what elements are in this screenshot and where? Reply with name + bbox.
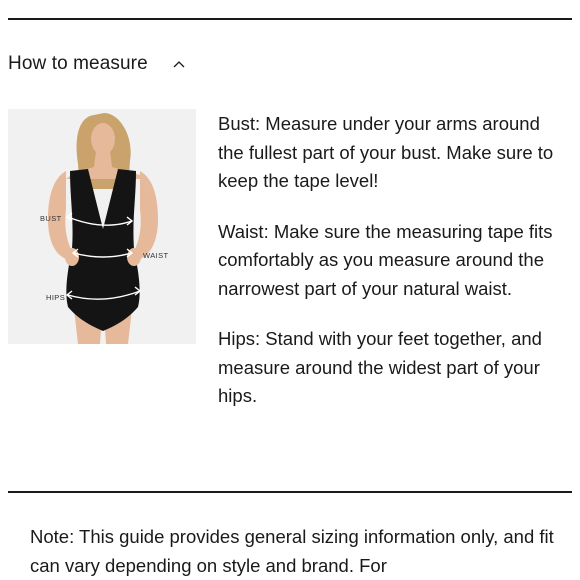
how-to-measure-toggle[interactable] bbox=[8, 46, 186, 82]
note-label: Note: bbox=[30, 526, 75, 547]
note-text: This guide provides general sizing information only, and fit can vary depending on style and brand. For bbox=[30, 526, 554, 576]
measurement-descriptions bbox=[218, 110, 568, 433]
hips-description bbox=[218, 325, 568, 411]
bust-text: Measure under your arms around the fullest part of your bust. Make sure to keep the tape level! bbox=[218, 113, 554, 191]
top-divider bbox=[8, 18, 572, 20]
waist-description bbox=[218, 218, 568, 304]
hips-tag: HIPS bbox=[46, 293, 66, 302]
waist-label: Waist: bbox=[218, 220, 269, 242]
hips-text: Stand with your feet together, and measure around the widest part of your hips. bbox=[218, 328, 542, 406]
bust-tag: BUST bbox=[40, 214, 62, 223]
chevron-up-icon[interactable] bbox=[172, 57, 186, 71]
measurement-figure-image bbox=[8, 109, 196, 344]
accordion-title: How to measure bbox=[8, 53, 148, 74]
waist-text: Make sure the measuring tape fits comfortably as you measure around the narrowest part of your natural waist. bbox=[218, 220, 553, 299]
bust-description bbox=[218, 110, 568, 196]
hips-label: Hips: bbox=[218, 328, 261, 349]
section-divider bbox=[8, 491, 572, 493]
waist-tag: WAIST bbox=[143, 251, 169, 260]
bust-label: Bust: bbox=[218, 113, 261, 134]
sizing-note bbox=[30, 523, 560, 580]
